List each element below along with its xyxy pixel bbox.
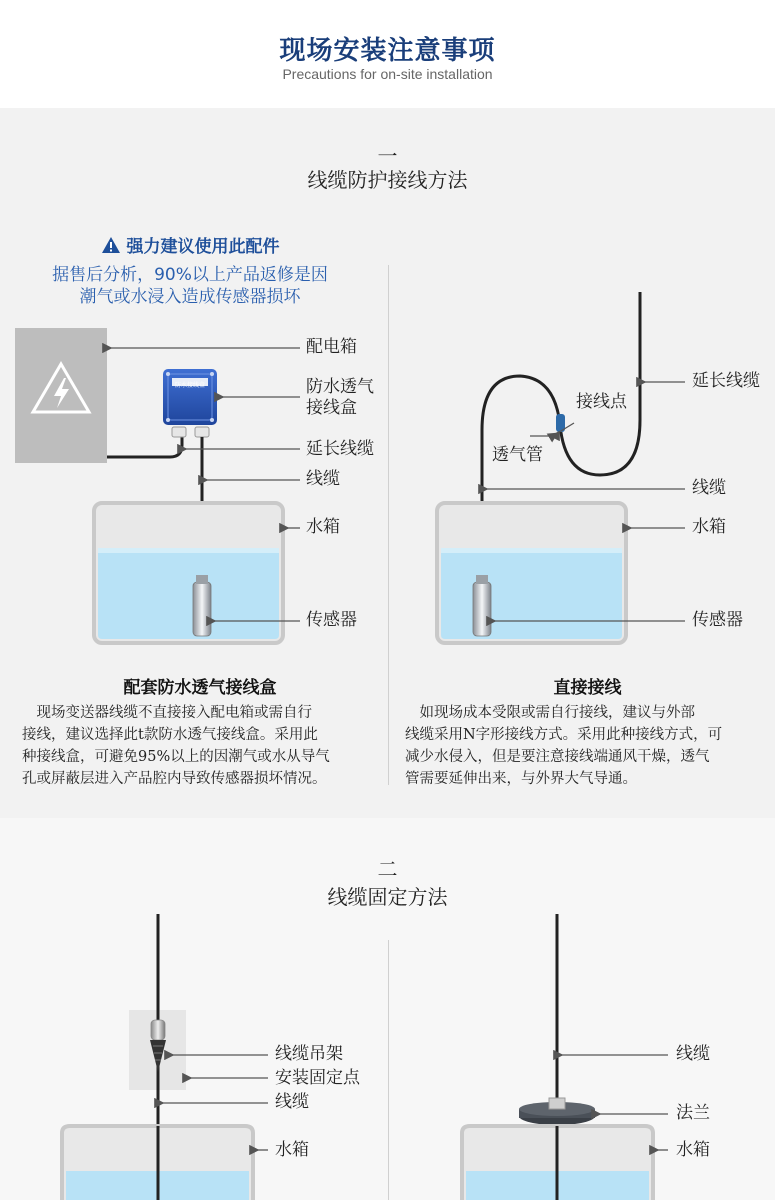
water-tank-left-2 (62, 1126, 253, 1200)
label-vent-tube: 透气管 (492, 445, 543, 465)
paragraph-junction-box: 现场变送器线缆不直接接入配电箱或需自行 接线，建议选择此t款防水透气接线盒。采用此 种接线盒，可避免95%以上的因潮气或水从导气 孔或屏蔽层进入产品腔内导致传感器损坏情况。 (22, 705, 330, 787)
label-joint-point: 接线点 (576, 392, 627, 412)
junction-box-text: 防水接线盒 (174, 382, 205, 389)
label-sensor-left: 传感器 (306, 610, 357, 630)
paragraph-direct-wiring: 如现场成本受限或需自行接线，建议与外部 线缆采用N字形接线方式。采用此种接线方式，可 减少水侵入，但是要注意接线端通风干燥，透气 管需要延伸出来，与外界大气导通。 (405, 705, 723, 787)
label-water-tank-right: 水箱 (692, 517, 726, 537)
warning-desc-1: 据售后分析，90%以上产品返修是因 (52, 265, 328, 285)
warning-title-text: 强力建议使用此配件 (126, 237, 280, 257)
section1-number: 一 (377, 144, 398, 168)
flange (519, 1098, 595, 1125)
label-water-tank-right-2: 水箱 (676, 1140, 710, 1160)
section2-title: 线缆固定方法 (327, 885, 448, 909)
label-extension-cable-left: 延长线缆 (306, 439, 374, 459)
label-mount-point: 安装固定点 (275, 1068, 360, 1088)
caption-direct-wiring: 直接接线 (553, 678, 622, 698)
warning-desc-2: 潮气或水浸入造成传感器损坏 (79, 287, 301, 307)
section2-number: 二 (377, 857, 398, 881)
page-subtitle: Precautions for on-site installation (282, 66, 493, 82)
label-flange: 法兰 (676, 1103, 710, 1123)
page-title: 现场安装注意事项 (279, 36, 496, 66)
label-cable-hanger: 线缆吊架 (275, 1044, 343, 1064)
label-water-tank-left-2: 水箱 (275, 1140, 309, 1160)
label-junction-box-2: 接线盒 (306, 398, 357, 418)
caption-junction-box: 配套防水透气接线盒 (123, 678, 277, 698)
label-sensor-right: 传感器 (692, 610, 743, 630)
water-tank-right-2 (462, 1126, 653, 1200)
section1-title: 线缆防护接线方法 (307, 168, 468, 192)
label-distribution-box: 配电箱 (306, 337, 357, 357)
label-junction-box-1: 防水透气 (306, 377, 374, 397)
label-cable-left-2: 线缆 (275, 1092, 309, 1112)
label-water-tank-left: 水箱 (306, 517, 340, 537)
label-cable-right-2: 线缆 (676, 1044, 710, 1064)
label-cable-right: 线缆 (692, 478, 726, 498)
label-extension-cable-right: 延长线缆 (692, 371, 760, 391)
label-cable-left: 线缆 (306, 469, 340, 489)
